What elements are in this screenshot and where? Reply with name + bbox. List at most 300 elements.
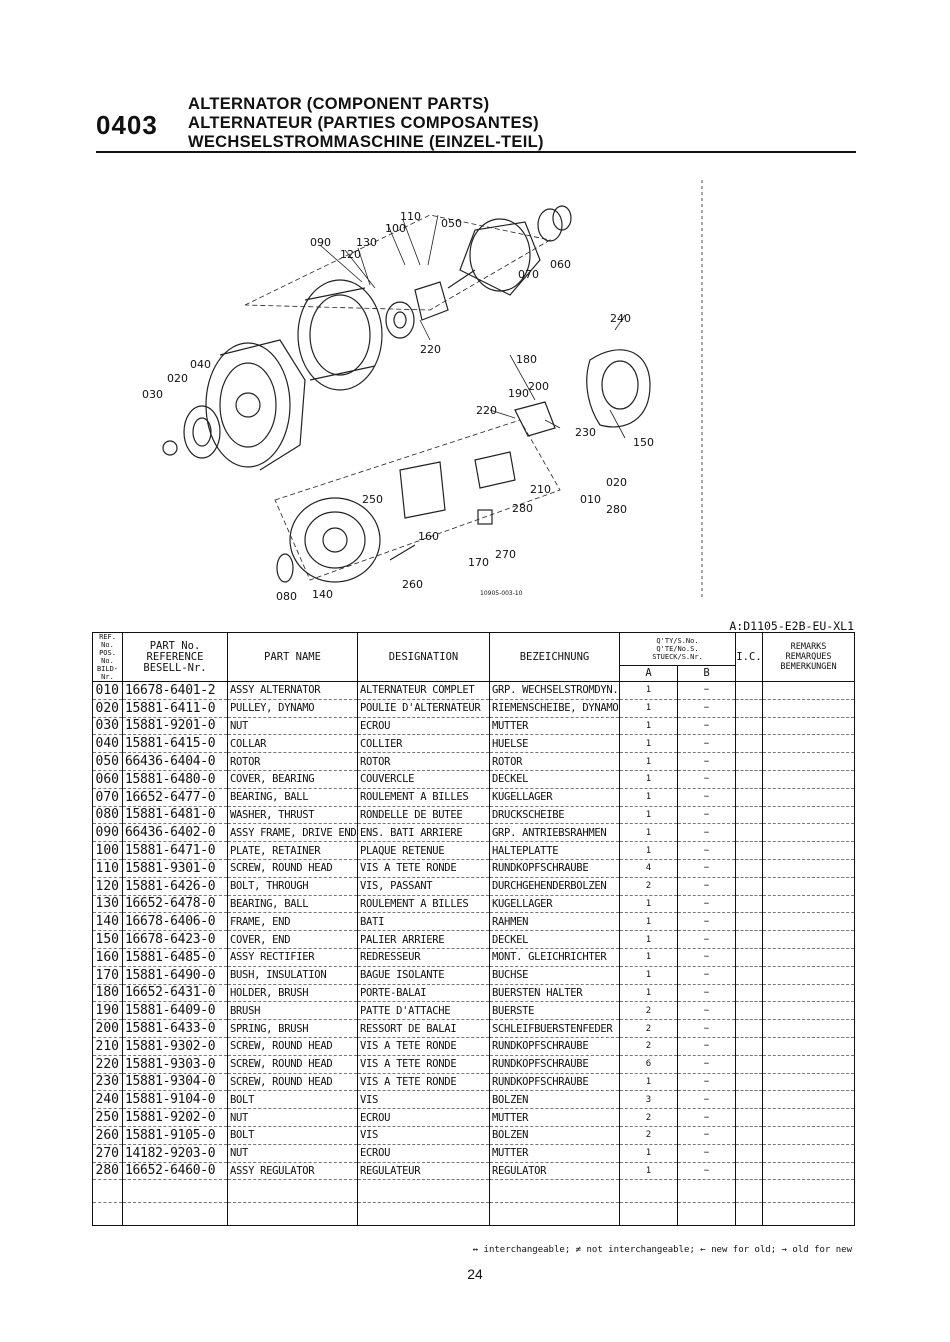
cell-designation: BATI xyxy=(358,913,490,931)
cell-ref: 280 xyxy=(93,1162,123,1180)
callout-130: 130 xyxy=(356,236,377,249)
title-english: ALTERNATOR (COMPONENT PARTS) xyxy=(188,95,490,113)
cell-bezeichnung: RUNDKOPFSCHRAUBE xyxy=(490,1037,620,1055)
cell-ic xyxy=(736,913,763,931)
cell-remarks xyxy=(763,895,855,913)
cell-name: ASSY RECTIFIER xyxy=(228,948,358,966)
cell-designation: VIS xyxy=(358,1091,490,1109)
cell-part-no: 15881-6480-0 xyxy=(123,770,228,788)
cell-bezeichnung: BUCHSE xyxy=(490,966,620,984)
table-row xyxy=(93,842,855,860)
table-row xyxy=(93,859,855,877)
header-designation: DESIGNATION xyxy=(358,633,490,682)
cell-ic xyxy=(736,842,763,860)
cell-ref: 220 xyxy=(93,1055,123,1073)
callout-020: 020 xyxy=(167,372,188,385)
cell-remarks xyxy=(763,1055,855,1073)
callout-150: 150 xyxy=(633,436,654,449)
header-quantity: Q'TY/S.No. Q'TE/No.S. STUECK/S.Nr. xyxy=(620,633,736,666)
cell-part-no: 15881-9301-0 xyxy=(123,859,228,877)
model-code: A:D1105-E2B-EU-XL1 xyxy=(729,619,854,633)
cell-qty-b: − xyxy=(678,824,736,842)
blank-cell xyxy=(93,1180,123,1203)
cell-ic xyxy=(736,699,763,717)
cell-ic xyxy=(736,1037,763,1055)
callout-170: 170 xyxy=(468,556,489,569)
cell-designation: ROULEMENT A BILLES xyxy=(358,895,490,913)
cell-qty-a: 1 xyxy=(620,984,678,1002)
cell-designation: ECROU xyxy=(358,717,490,735)
callout-020-b: 020 xyxy=(606,476,627,489)
cell-qty-b: − xyxy=(678,806,736,824)
cell-bezeichnung: BUERSTE xyxy=(490,1002,620,1020)
blank-cell xyxy=(228,1203,358,1226)
cell-qty-a: 3 xyxy=(620,1091,678,1109)
cell-name: NUT xyxy=(228,717,358,735)
cell-ref: 090 xyxy=(93,824,123,842)
cell-part-no: 15881-6409-0 xyxy=(123,1002,228,1020)
cell-ic xyxy=(736,1055,763,1073)
callout-090: 090 xyxy=(310,236,331,249)
cell-name: NUT xyxy=(228,1144,358,1162)
cell-ic xyxy=(736,770,763,788)
title-german: WECHSELSTROMMASCHINE (EINZEL-TEIL) xyxy=(188,133,544,151)
callout-260: 260 xyxy=(402,578,423,591)
cell-ic xyxy=(736,859,763,877)
table-row xyxy=(93,753,855,771)
cell-ref: 200 xyxy=(93,1020,123,1038)
cell-ref: 170 xyxy=(93,966,123,984)
cell-remarks xyxy=(763,966,855,984)
cell-name: WASHER, THRUST xyxy=(228,806,358,824)
cell-part-no: 15881-6411-0 xyxy=(123,699,228,717)
cell-bezeichnung: KUGELLAGER xyxy=(490,895,620,913)
cell-part-no: 16678-6406-0 xyxy=(123,913,228,931)
cell-ic xyxy=(736,948,763,966)
cell-qty-b: − xyxy=(678,753,736,771)
cell-remarks xyxy=(763,1109,855,1127)
parts-body xyxy=(93,682,855,1226)
table-row xyxy=(93,788,855,806)
cell-qty-a: 1 xyxy=(620,753,678,771)
cell-designation: ROTOR xyxy=(358,753,490,771)
table-row xyxy=(93,1073,855,1091)
table-row xyxy=(93,1144,855,1162)
cell-qty-a: 2 xyxy=(620,1037,678,1055)
cell-designation: ECROU xyxy=(358,1109,490,1127)
blank-cell xyxy=(490,1203,620,1226)
cell-remarks xyxy=(763,824,855,842)
cell-designation: REDRESSEUR xyxy=(358,948,490,966)
cell-part-no: 15881-9202-0 xyxy=(123,1109,228,1127)
exploded-diagram xyxy=(130,170,730,615)
cell-qty-b: − xyxy=(678,1020,736,1038)
cell-qty-b: − xyxy=(678,788,736,806)
cell-qty-a: 1 xyxy=(620,895,678,913)
callout-240: 240 xyxy=(610,312,631,325)
table-row xyxy=(93,1020,855,1038)
cell-ic xyxy=(736,806,763,824)
cell-name: SCREW, ROUND HEAD xyxy=(228,1073,358,1091)
callout-030: 030 xyxy=(142,388,163,401)
cell-designation: PATTE D'ATTACHE xyxy=(358,1002,490,1020)
cell-ref: 180 xyxy=(93,984,123,1002)
table-row xyxy=(93,699,855,717)
cell-ref: 260 xyxy=(93,1126,123,1144)
cell-ic xyxy=(736,1091,763,1109)
cell-bezeichnung: KUGELLAGER xyxy=(490,788,620,806)
header-part-name: PART NAME xyxy=(228,633,358,682)
cell-name: SCREW, ROUND HEAD xyxy=(228,1037,358,1055)
cell-qty-b: − xyxy=(678,842,736,860)
interchangeability-legend: ↔ interchangeable; ≠ not interchangeable; ← new for old; → old for new xyxy=(472,1245,852,1255)
table-row xyxy=(93,877,855,895)
cell-remarks xyxy=(763,1091,855,1109)
callout-220-b: 220 xyxy=(476,404,497,417)
cell-part-no: 16652-6478-0 xyxy=(123,895,228,913)
cell-part-no: 14182-9203-0 xyxy=(123,1144,228,1162)
callout-230: 230 xyxy=(575,426,596,439)
header-qty-a: A xyxy=(620,666,678,682)
title-rule xyxy=(96,151,856,153)
cell-name: COLLAR xyxy=(228,735,358,753)
cell-qty-b: − xyxy=(678,966,736,984)
cell-qty-a: 1 xyxy=(620,770,678,788)
callout-200: 200 xyxy=(528,380,549,393)
cell-remarks xyxy=(763,753,855,771)
cell-ic xyxy=(736,735,763,753)
blank-row xyxy=(93,1180,855,1203)
callout-060: 060 xyxy=(550,258,571,271)
cell-part-no: 16678-6401-2 xyxy=(123,682,228,700)
cell-qty-b: − xyxy=(678,1073,736,1091)
cell-ic xyxy=(736,753,763,771)
blank-cell xyxy=(678,1203,736,1226)
cell-ref: 190 xyxy=(93,1002,123,1020)
cell-ref: 040 xyxy=(93,735,123,753)
cell-designation: ECROU xyxy=(358,1144,490,1162)
cell-ic xyxy=(736,877,763,895)
cell-qty-b: − xyxy=(678,877,736,895)
blank-cell xyxy=(490,1180,620,1203)
cell-name: BRUSH xyxy=(228,1002,358,1020)
cell-qty-a: 1 xyxy=(620,717,678,735)
cell-part-no: 15881-6485-0 xyxy=(123,948,228,966)
cell-bezeichnung: GRP. WECHSELSTROMDYN. xyxy=(490,682,620,700)
cell-bezeichnung: RUNDKOPFSCHRAUBE xyxy=(490,1055,620,1073)
cell-remarks xyxy=(763,859,855,877)
cell-ref: 020 xyxy=(93,699,123,717)
cell-name: ASSY ALTERNATOR xyxy=(228,682,358,700)
cell-part-no: 15881-6471-0 xyxy=(123,842,228,860)
cell-name: SPRING, BRUSH xyxy=(228,1020,358,1038)
cell-ref: 100 xyxy=(93,842,123,860)
cell-designation: ROULEMENT A BILLES xyxy=(358,788,490,806)
callout-100: 100 xyxy=(385,222,406,235)
cell-ic xyxy=(736,1162,763,1180)
cell-name: ASSY FRAME, DRIVE END xyxy=(228,824,358,842)
cell-qty-a: 1 xyxy=(620,806,678,824)
cell-ref: 150 xyxy=(93,931,123,949)
cell-part-no: 16652-6431-0 xyxy=(123,984,228,1002)
cell-designation: VIS xyxy=(358,1126,490,1144)
cell-ref: 160 xyxy=(93,948,123,966)
callout-010: 010 xyxy=(580,493,601,506)
cell-qty-a: 2 xyxy=(620,1109,678,1127)
cell-designation: VIS A TETE RONDE xyxy=(358,1037,490,1055)
blank-cell xyxy=(228,1180,358,1203)
cell-qty-b: − xyxy=(678,682,736,700)
callout-140: 140 xyxy=(312,588,333,601)
cell-qty-b: − xyxy=(678,913,736,931)
cell-ic xyxy=(736,1020,763,1038)
cell-ic xyxy=(736,895,763,913)
cell-designation: PORTE-BALAI xyxy=(358,984,490,1002)
cell-remarks xyxy=(763,1162,855,1180)
table-row xyxy=(93,895,855,913)
cell-qty-a: 2 xyxy=(620,1002,678,1020)
cell-bezeichnung: MUTTER xyxy=(490,1109,620,1127)
cell-remarks xyxy=(763,1126,855,1144)
blank-cell xyxy=(123,1203,228,1226)
blank-cell xyxy=(763,1180,855,1203)
cell-designation: RESSORT DE BALAI xyxy=(358,1020,490,1038)
cell-remarks xyxy=(763,788,855,806)
callout-190: 190 xyxy=(508,387,529,400)
callout-040: 040 xyxy=(190,358,211,371)
blank-cell xyxy=(763,1203,855,1226)
header-qty-b: B xyxy=(678,666,736,682)
cell-qty-b: − xyxy=(678,770,736,788)
cell-ref: 130 xyxy=(93,895,123,913)
cell-bezeichnung: RUNDKOPFSCHRAUBE xyxy=(490,1073,620,1091)
cell-ic xyxy=(736,1109,763,1127)
cell-part-no: 15881-9105-0 xyxy=(123,1126,228,1144)
cell-part-no: 15881-6426-0 xyxy=(123,877,228,895)
cell-qty-b: − xyxy=(678,1091,736,1109)
cell-designation: REGULATEUR xyxy=(358,1162,490,1180)
blank-row xyxy=(93,1203,855,1226)
parts-table xyxy=(92,632,855,1226)
cell-bezeichnung: REGULATOR xyxy=(490,1162,620,1180)
cell-remarks xyxy=(763,913,855,931)
cell-designation: BAGUE ISOLANTE xyxy=(358,966,490,984)
cell-remarks xyxy=(763,1144,855,1162)
cell-part-no: 15881-6490-0 xyxy=(123,966,228,984)
cell-qty-a: 2 xyxy=(620,1020,678,1038)
cell-remarks xyxy=(763,806,855,824)
cell-bezeichnung: DRUCKSCHEIBE xyxy=(490,806,620,824)
cell-ref: 060 xyxy=(93,770,123,788)
cell-qty-b: − xyxy=(678,931,736,949)
cell-bezeichnung: DECKEL xyxy=(490,770,620,788)
cell-name: FRAME, END xyxy=(228,913,358,931)
cell-name: NUT xyxy=(228,1109,358,1127)
cell-remarks xyxy=(763,682,855,700)
cell-bezeichnung: RIEMENSCHEIBE, DYNAMO xyxy=(490,699,620,717)
cell-designation: ENS. BATI ARRIERE xyxy=(358,824,490,842)
cell-part-no: 15881-9201-0 xyxy=(123,717,228,735)
cell-name: BOLT xyxy=(228,1091,358,1109)
cell-ref: 030 xyxy=(93,717,123,735)
cell-bezeichnung: MUTTER xyxy=(490,717,620,735)
table-row xyxy=(93,1091,855,1109)
cell-designation: POULIE D'ALTERNATEUR xyxy=(358,699,490,717)
cell-name: PLATE, RETAINER xyxy=(228,842,358,860)
cell-qty-a: 1 xyxy=(620,966,678,984)
cell-bezeichnung: BUERSTEN HALTER xyxy=(490,984,620,1002)
cell-name: BEARING, BALL xyxy=(228,895,358,913)
cell-ref: 070 xyxy=(93,788,123,806)
cell-qty-a: 1 xyxy=(620,682,678,700)
section-titles xyxy=(188,95,544,152)
cell-designation: COLLIER xyxy=(358,735,490,753)
table-row xyxy=(93,717,855,735)
cell-remarks xyxy=(763,931,855,949)
cell-remarks xyxy=(763,1073,855,1091)
cell-ref: 140 xyxy=(93,913,123,931)
cell-ic xyxy=(736,788,763,806)
cell-qty-b: − xyxy=(678,1162,736,1180)
cell-remarks xyxy=(763,735,855,753)
cell-qty-b: − xyxy=(678,1144,736,1162)
cell-qty-b: − xyxy=(678,859,736,877)
header-ref-no: REF. No. POS. No. BILD-Nr. xyxy=(93,633,123,682)
cell-designation: VIS A TETE RONDE xyxy=(358,1073,490,1091)
cell-part-no: 16652-6477-0 xyxy=(123,788,228,806)
table-row xyxy=(93,770,855,788)
table-row xyxy=(93,984,855,1002)
cell-ref: 210 xyxy=(93,1037,123,1055)
cell-bezeichnung: ROTOR xyxy=(490,753,620,771)
header-remarks: REMARKS REMARQUES BEMERKUNGEN xyxy=(763,633,855,682)
callout-070: 070 xyxy=(518,268,539,281)
cell-name: ROTOR xyxy=(228,753,358,771)
cell-qty-a: 2 xyxy=(620,1126,678,1144)
cell-name: PULLEY, DYNAMO xyxy=(228,699,358,717)
header-part-no: PART No. REFERENCE BESELL-Nr. xyxy=(123,633,228,682)
cell-remarks xyxy=(763,717,855,735)
alternator-drawing xyxy=(130,170,730,615)
title-french: ALTERNATEUR (PARTIES COMPOSANTES) xyxy=(188,114,539,132)
blank-cell xyxy=(736,1203,763,1226)
cell-qty-b: − xyxy=(678,1037,736,1055)
callout-280-b: 280 xyxy=(512,502,533,515)
table-row xyxy=(93,1055,855,1073)
cell-bezeichnung: RAHMEN xyxy=(490,913,620,931)
cell-qty-b: − xyxy=(678,895,736,913)
cell-name: BOLT xyxy=(228,1126,358,1144)
cell-remarks xyxy=(763,1020,855,1038)
cell-bezeichnung: HUELSE xyxy=(490,735,620,753)
cell-ref: 250 xyxy=(93,1109,123,1127)
cell-part-no: 15881-6481-0 xyxy=(123,806,228,824)
cell-part-no: 15881-9104-0 xyxy=(123,1091,228,1109)
cell-qty-a: 1 xyxy=(620,913,678,931)
cell-qty-a: 1 xyxy=(620,824,678,842)
callout-050: 050 xyxy=(441,217,462,230)
blank-cell xyxy=(358,1203,490,1226)
cell-qty-b: − xyxy=(678,948,736,966)
cell-qty-a: 1 xyxy=(620,1144,678,1162)
cell-qty-a: 2 xyxy=(620,877,678,895)
cell-remarks xyxy=(763,948,855,966)
cell-ic xyxy=(736,717,763,735)
cell-qty-a: 1 xyxy=(620,699,678,717)
cell-bezeichnung: MUTTER xyxy=(490,1144,620,1162)
cell-ref: 230 xyxy=(93,1073,123,1091)
cell-ref: 270 xyxy=(93,1144,123,1162)
cell-ref: 110 xyxy=(93,859,123,877)
callout-250: 250 xyxy=(362,493,383,506)
callout-220-a: 220 xyxy=(420,343,441,356)
cell-remarks xyxy=(763,842,855,860)
table-row xyxy=(93,1162,855,1180)
cell-qty-b: − xyxy=(678,717,736,735)
cell-name: HOLDER, BRUSH xyxy=(228,984,358,1002)
cell-bezeichnung: GRP. ANTRIEBSRAHMEN xyxy=(490,824,620,842)
cell-bezeichnung: HALTEPLATTE xyxy=(490,842,620,860)
blank-cell xyxy=(736,1180,763,1203)
cell-name: COVER, END xyxy=(228,931,358,949)
cell-part-no: 16652-6460-0 xyxy=(123,1162,228,1180)
cell-qty-a: 1 xyxy=(620,948,678,966)
cell-ref: 240 xyxy=(93,1091,123,1109)
callout-110: 110 xyxy=(400,210,421,223)
cell-ic xyxy=(736,931,763,949)
table-row xyxy=(93,913,855,931)
table-row xyxy=(93,1126,855,1144)
cell-designation: RONDELLE DE BUTEE xyxy=(358,806,490,824)
cell-name: BEARING, BALL xyxy=(228,788,358,806)
cell-name: SCREW, ROUND HEAD xyxy=(228,859,358,877)
table-row xyxy=(93,1037,855,1055)
cell-qty-a: 6 xyxy=(620,1055,678,1073)
cell-designation: PALIER ARRIERE xyxy=(358,931,490,949)
cell-part-no: 15881-9302-0 xyxy=(123,1037,228,1055)
cell-designation: VIS A TETE RONDE xyxy=(358,859,490,877)
cell-bezeichnung: DURCHGEHENDERBOLZEN xyxy=(490,877,620,895)
cell-remarks xyxy=(763,984,855,1002)
callout-120: 120 xyxy=(340,248,361,261)
table-row xyxy=(93,806,855,824)
cell-ic xyxy=(736,824,763,842)
table-row xyxy=(93,1002,855,1020)
blank-cell xyxy=(678,1180,736,1203)
cell-part-no: 15881-6415-0 xyxy=(123,735,228,753)
cell-designation: VIS A TETE RONDE xyxy=(358,1055,490,1073)
cell-remarks xyxy=(763,770,855,788)
cell-qty-b: − xyxy=(678,699,736,717)
cell-qty-a: 1 xyxy=(620,1162,678,1180)
cell-name: ASSY REGULATOR xyxy=(228,1162,358,1180)
cell-qty-b: − xyxy=(678,1126,736,1144)
blank-cell xyxy=(620,1203,678,1226)
cell-qty-a: 1 xyxy=(620,931,678,949)
cell-ic xyxy=(736,1144,763,1162)
cell-part-no: 15881-6433-0 xyxy=(123,1020,228,1038)
cell-ic xyxy=(736,1002,763,1020)
table-row xyxy=(93,735,855,753)
table-row xyxy=(93,948,855,966)
cell-ic xyxy=(736,682,763,700)
cell-part-no: 15881-9304-0 xyxy=(123,1073,228,1091)
cell-ref: 080 xyxy=(93,806,123,824)
cell-ic xyxy=(736,966,763,984)
cell-designation: PLAQUE RETENUE xyxy=(358,842,490,860)
cell-ic xyxy=(736,1126,763,1144)
cell-remarks xyxy=(763,699,855,717)
